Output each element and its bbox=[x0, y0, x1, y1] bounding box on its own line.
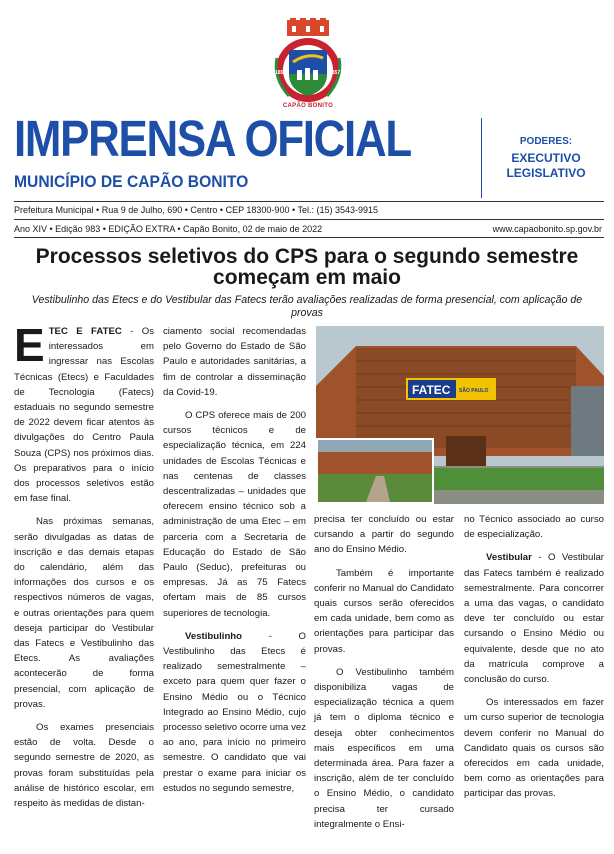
powers-box bbox=[488, 136, 604, 181]
address-line: Prefeitura Municipal • Rua 9 de Julho, 690 • Centro • CEP 18300-900 • Tel.: (15) 3543-9915 bbox=[14, 205, 378, 215]
powers-legislative: LEGISLATIVO bbox=[506, 166, 586, 180]
rule-mid bbox=[14, 219, 604, 220]
lead-paragraph bbox=[14, 319, 154, 506]
paragraph: Nas próximas semanas, serão divulgadas as datas de inscrição e das demais etapas do calendário, além das informações dos cursos e os respectivos números de vagas, e outras orientações para quem deseja participar do Vestibular das Fatecs e Vestibulinho das Etecs. As avaliações acontecerão de forma presencial, com aplicação de provas. bbox=[14, 516, 154, 710]
paragraph: Também é importante conferir no Manual do Candidato quais cursos serão oferecidos em cada unidade, bem como as orientações para participar das provas. bbox=[314, 567, 454, 655]
edition-line: Ano XIV • Edição 983 • EDIÇÃO EXTRA • Capão Bonito, 02 de maio de 2022 bbox=[14, 224, 323, 234]
paragraph-continued: no Técnico associado ao curso de especialização. bbox=[464, 514, 604, 541]
paragraph: Os exames presenciais estão de volta. Desde o segundo semestre de 2020, as provas foram substituídas pela análise de histórico escolar, em respeito às medidas de distan- bbox=[14, 722, 154, 810]
article-column-4 bbox=[464, 512, 604, 802]
crest-year-right: 1857 bbox=[329, 70, 341, 76]
paragraph: Os interessados em fazer um curso superior de tecnologia devem conferir no Manual do Candidato quais os cursos são oferecidos em cada unidade, bem como as orientações para participar das provas. bbox=[464, 697, 604, 800]
article-column-2 bbox=[163, 324, 306, 796]
masthead-title: IMPRENSA OFICIAL bbox=[14, 110, 411, 167]
municipal-crest-icon bbox=[265, 18, 351, 104]
dropcap: E bbox=[14, 319, 45, 371]
crest-year-left: 1857 bbox=[275, 70, 287, 76]
powers-title: PODERES: bbox=[519, 136, 573, 147]
paragraph bbox=[464, 550, 604, 687]
crest-motto: CAPÃO BONITO bbox=[282, 103, 334, 109]
article-column-1 bbox=[14, 319, 154, 811]
rule-top bbox=[14, 201, 604, 202]
masthead-subtitle: MUNICÍPIO DE CAPÃO BONITO bbox=[14, 172, 249, 191]
masthead-divider bbox=[481, 118, 482, 198]
powers-executive: EXECUTIVO bbox=[511, 151, 581, 165]
lead-text: - Os interessados em ingressar nas Escolas Técnicas (Etecs) e Faculdades de Tecnologia (Fatecs) estaduais no segundo semestre de 2022 devem ficar atentos às divulgações do Centro Paula Souza (CPS) nos próximos dias. Os preparativos para o início dos processos seletivos estão em fase final. bbox=[14, 326, 154, 505]
paragraph-text: - O Vestibular das Fatecs também é realizado semestralmente. Para concorrer a uma das vagas, o candidato deve ter concluído ou estar cursando o Ensino Médio ou equivalente, desde que no ato da matrícula comprove a conclusão do curso. bbox=[464, 552, 604, 686]
paragraph-text: - O Vestibulinho das Etecs é realizado semestralmente – exceto para quem quer fazer o Ensino Médio ou o Técnico Integrado ao Ensino Médio, cujo processo seletivo ocorre uma vez ao ano, para início no primeiro semestre. O candidato que vai prestar o exame para iniciar os estudos no segundo semestre, bbox=[163, 630, 306, 794]
article-subhead: Vestibulinho das Etecs e do Vestibular das Fatecs terão avaliações realizadas de forma presencial, com aplicação de provas bbox=[31, 294, 583, 319]
article-column-3 bbox=[314, 512, 454, 832]
paragraph-continued: ciamento social recomendadas pelo Governo do Estado de São Paulo e autoridades sanitárias, a fim de controlar a disseminação da Covid-19. bbox=[163, 326, 306, 398]
section-label-vestibulinho: Vestibulinho bbox=[185, 630, 243, 642]
fatec-building-photo bbox=[316, 326, 604, 504]
fatec-sign: FATEC bbox=[412, 383, 451, 397]
paragraph: O CPS oferece mais de 200 cursos técnicos e de especialização técnica, em 224 unidades de Escolas Técnicas e nas centenas de classes descentralizadas – unidades que oferecem ensino técnico sob a administração de uma Etec – em parceria com a Secretaria de Educação do Estado de São Paulo (Seduc), prefeituras ou empresas. Já as 75 Fatecs ofertam mais de 85 cursos superiores de tecnologia. bbox=[163, 410, 306, 619]
section-label-vestibular: Vestibular bbox=[486, 552, 532, 564]
paragraph: O Vestibulinho também disponibiliza vagas de especialização técnica a quem já tem o diploma técnico e deseja obter conhecimentos mais específicos em uma determinada área. Para fazer a inscrição, além de ter concluído o Ensino Médio, o candidato precisa ter cursado integralmente o Ensi- bbox=[314, 666, 454, 830]
lead-bold: TEC E FATEC bbox=[48, 326, 122, 337]
sp-sign: SÃO PAULO bbox=[459, 388, 489, 394]
paragraph-continued: precisa ter concluído ou estar cursando a partir do segundo ano do Ensino Médio. bbox=[314, 514, 454, 556]
website-link[interactable]: www.capaobonito.sp.gov.br bbox=[492, 224, 602, 234]
article-headline: Processos seletivos do CPS para o segundo semestre começam em maio bbox=[35, 245, 579, 289]
paragraph bbox=[163, 629, 306, 796]
rule-bottom bbox=[14, 237, 604, 238]
